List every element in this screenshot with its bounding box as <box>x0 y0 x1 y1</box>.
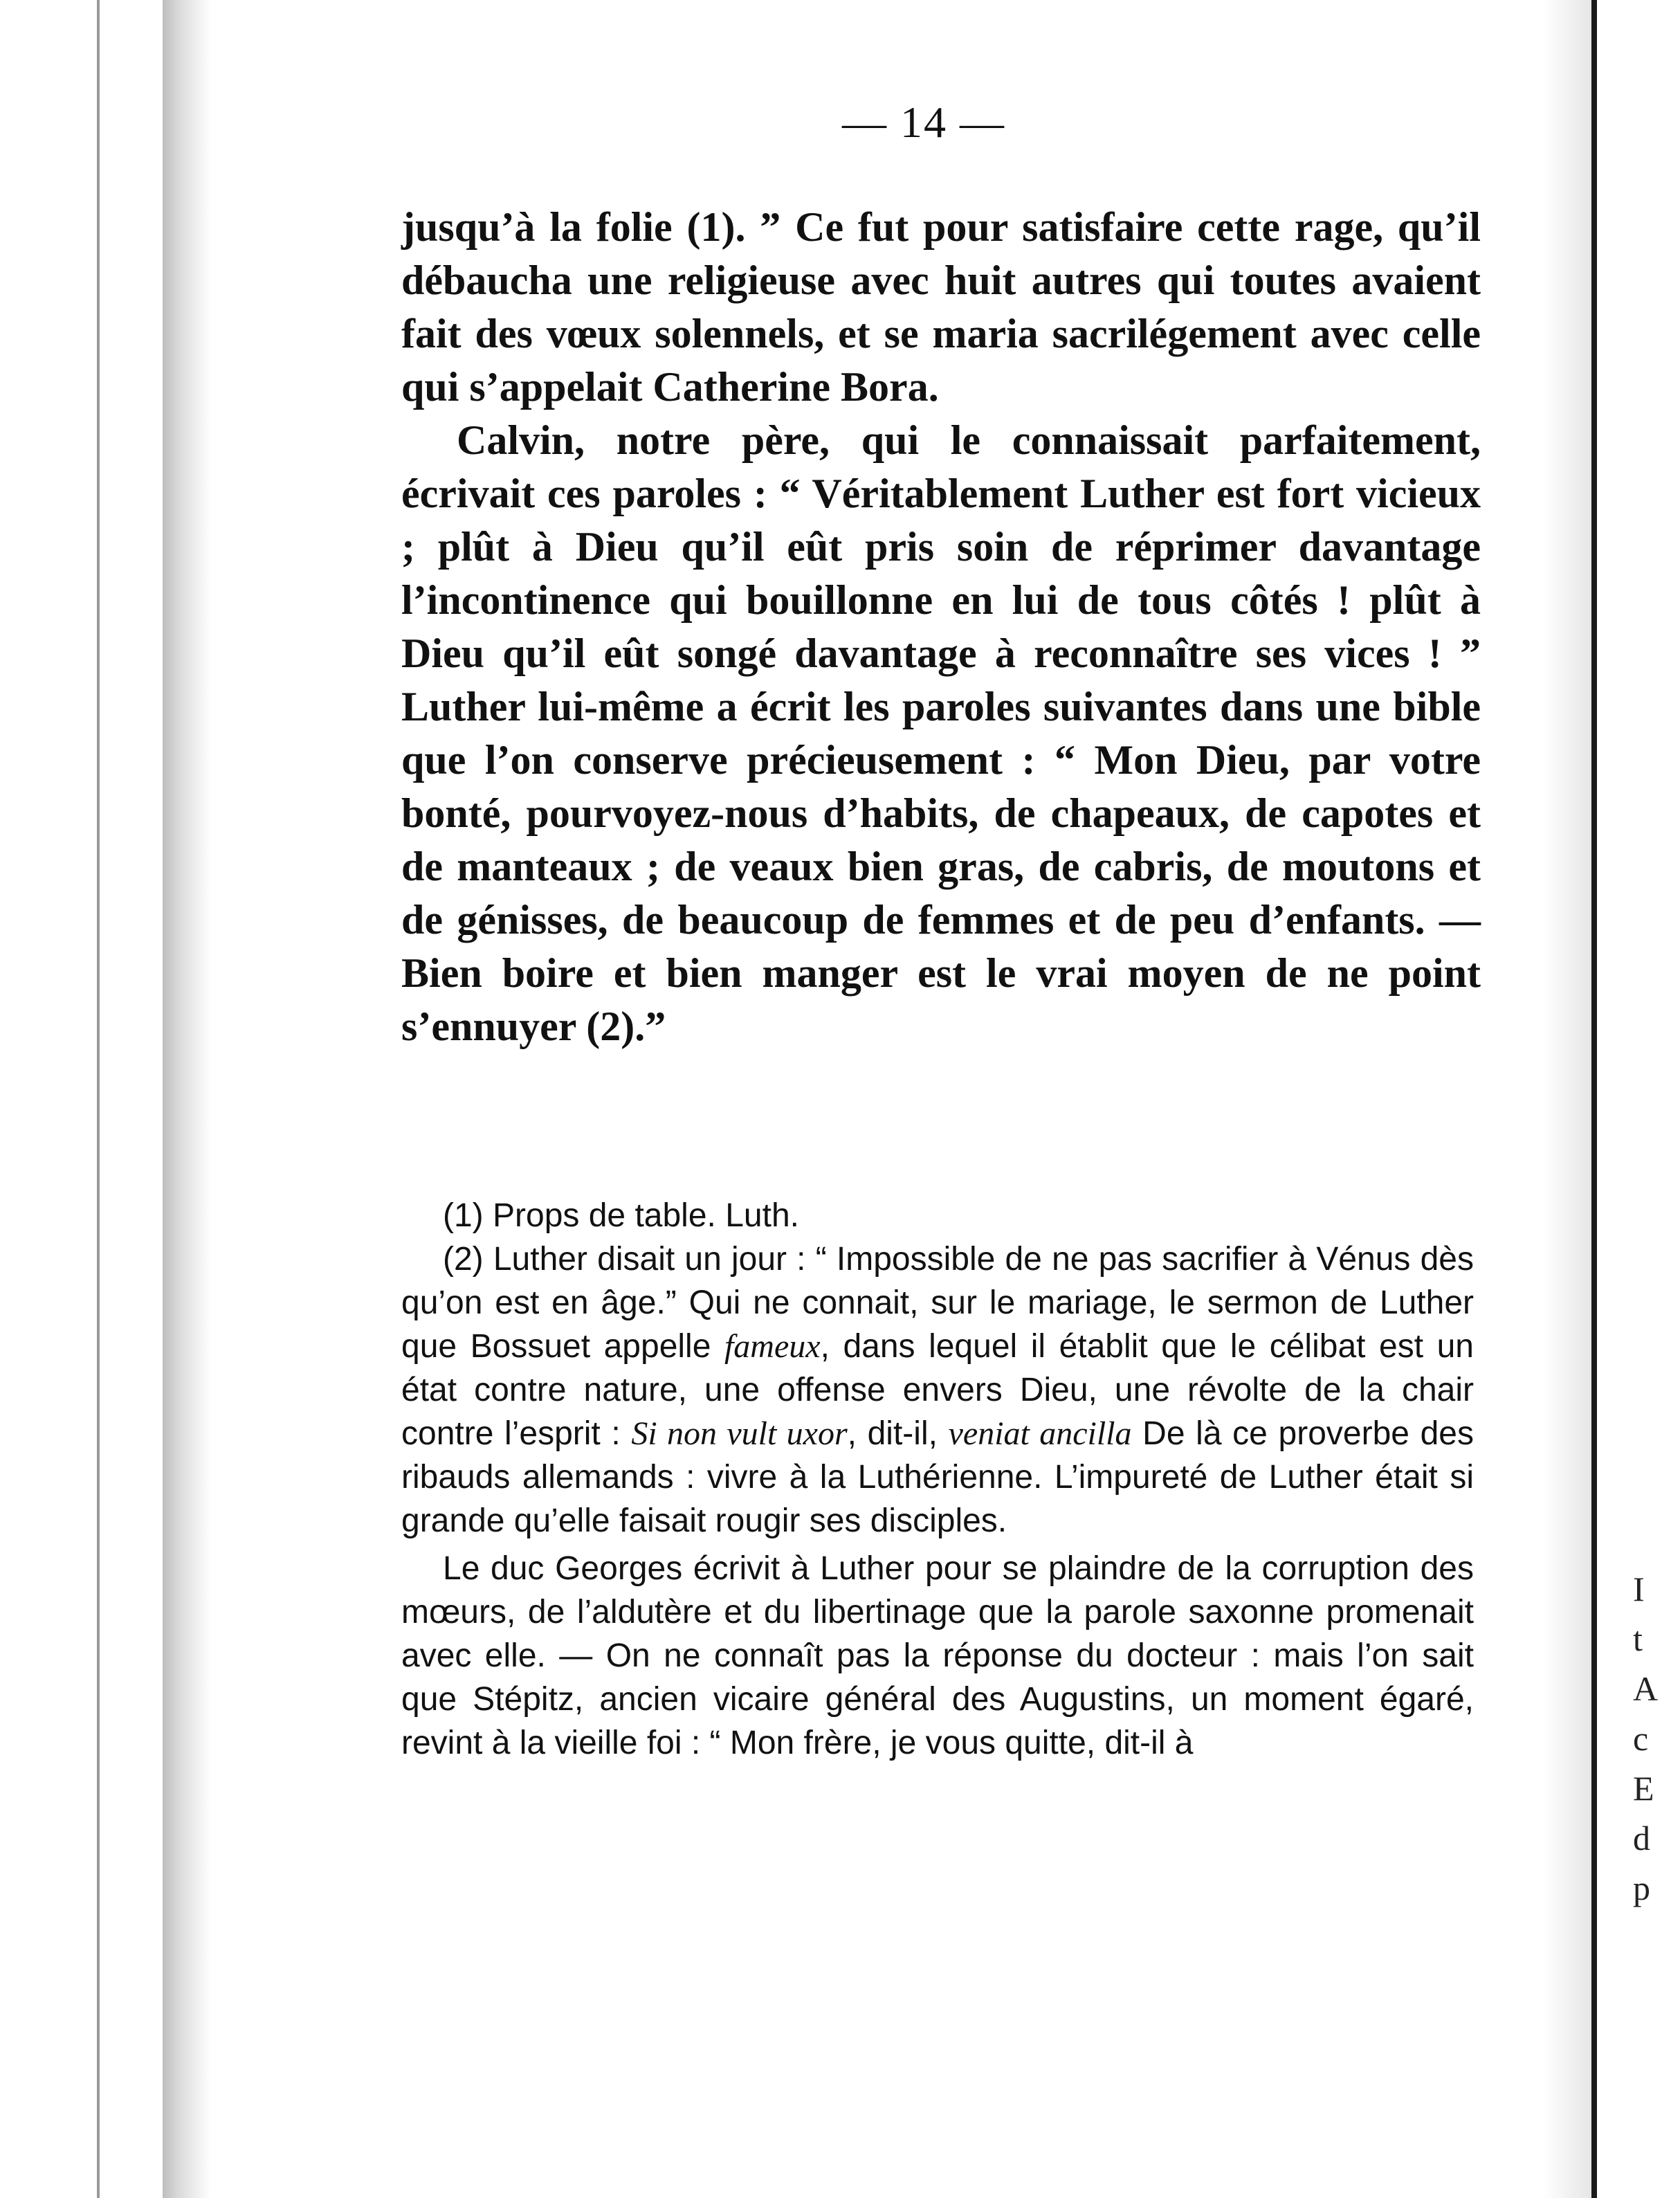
footnote-2-text: , dit-il, <box>847 1415 949 1452</box>
footnote-2-italic-fameux: fameux <box>724 1328 821 1365</box>
facing-page-margin <box>1633 1564 1680 1913</box>
facing-page-letter: c <box>1633 1719 1649 1758</box>
body-paragraph: Calvin, notre père, qui le connaissait parfaitement, écrivait ces paroles : “ Véritablement Luther est fort vicieux ; plût à Dieu qu’il eût pris soin de réprimer davantage l’incontinence qui bouillonne en lui de tous côtés ! plût à Dieu qu’il eût songé davantage à reconnaître ses vices ! ” Luther lui-même a écrit les paroles suivantes dans une bible que l’on conserve précieusement : “ Mon Dieu, par votre bonté, pourvoyez-nous d’habits, de chapeaux, de capotes et de manteaux ; de veaux bien gras, de cabris, de moutons et de génisses, de beaucoup de femmes et de peu d’enfants. — Bien boire et bien manger est le vrai moyen de ne point s’ennuyer (2).” <box>401 417 1481 1049</box>
facing-page-letter: t <box>1633 1619 1643 1658</box>
facing-page-letter: I <box>1633 1570 1645 1608</box>
page-gutter-edge <box>97 0 100 2198</box>
footnote-1: (1) Props de table. Luth. <box>443 1197 799 1234</box>
page-gutter-shadow <box>163 0 211 2198</box>
body-text <box>401 201 1481 1053</box>
facing-page-letter: p <box>1633 1869 1650 1907</box>
facing-page-letter: E <box>1633 1769 1654 1808</box>
facing-page-letter: d <box>1633 1819 1650 1858</box>
footnote-2 <box>401 1237 1474 1543</box>
footnote-2-text: De là ce proverbe des ribauds allemands : vivre à la Luthérienne. L’impureté de Luther était si grande qu’elle faisait rougir ses disciples. <box>401 1415 1474 1539</box>
page-fold-shadow <box>1543 0 1591 2198</box>
page-number: — 14 — <box>842 98 1005 147</box>
footnote-2-latin-phrase: veniat ancilla <box>948 1415 1132 1452</box>
footnotes <box>401 1194 1474 1765</box>
footnote-paragraph: Le duc Georges écrivit à Luther pour se plaindre de la corruption des mœurs, de l’aldutère et du libertinage que la parole saxonne promenait avec elle. — On ne connaît pas la réponse du docteur : mais l’on sait que Stépitz, ancien vicaire général des Augustins, un moment égaré, revint à la vieille foi : “ Mon frère, je vous quitte, dit-il à <box>401 1550 1474 1761</box>
footnote-2-text: , dans lequel il établit que le célibat est un état contre nature, une offense envers Dieu, une révolte de la chair contre l’esprit : <box>401 1328 1474 1452</box>
body-paragraph: jusqu’à la folie (1). ” Ce fut pour satisfaire cette rage, qu’il débaucha une religieuse avec huit autres qui toutes avaient fait des vœux solennels, et se maria sacrilégement avec celle qui s’appelait Catherine Bora. <box>401 204 1481 410</box>
footnote-2-text: (2) Luther disait un jour : “ Impossible de ne pas sacrifier à Vénus dès qu’on est en âge.” Qui ne connait, sur le mariage, le sermon de Luther que Bossuet appelle <box>401 1241 1474 1365</box>
facing-page-letter: A <box>1633 1669 1659 1708</box>
footnote-2-latin-phrase: Si non vult uxor <box>631 1415 848 1452</box>
page-fold-rule <box>1591 0 1597 2198</box>
